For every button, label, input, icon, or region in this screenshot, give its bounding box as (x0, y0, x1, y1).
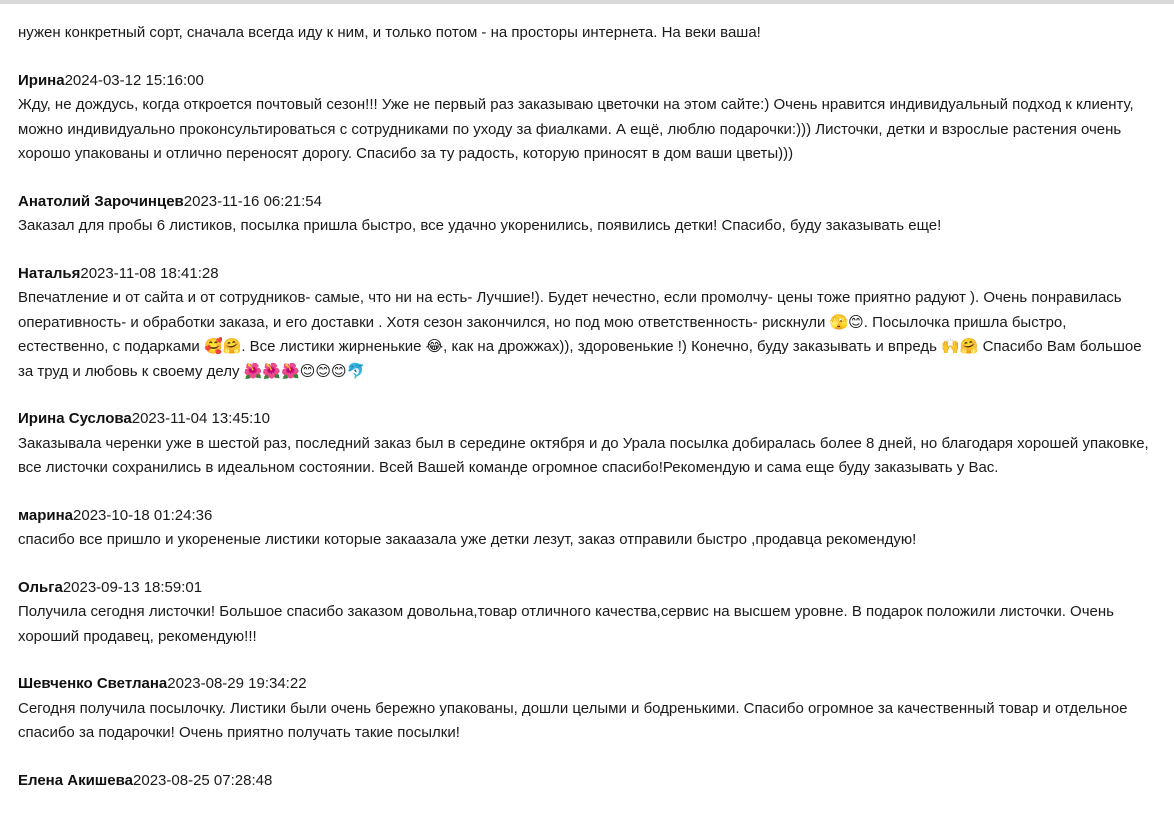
review-meta (18, 769, 1158, 794)
review-item (18, 407, 1158, 481)
review-text: нужен конкретный сорт, сначала всегда иду к ним, и только потом - на просторы интернета. На веки ваша! (18, 24, 761, 41)
reviews-list (18, 21, 1158, 816)
review-meta (18, 504, 1158, 529)
review-date: 2023-11-16 06:21:54 (183, 192, 322, 210)
review-item (18, 769, 1158, 794)
review-text: Получила сегодня листочки! Большое спасибо заказом довольна,товар отличного качества,сервис на высшем уровне. В подарок положили листочки. Очень хороший продавец, рекомендую!!! (18, 603, 1114, 645)
review-author: Ирина (18, 71, 65, 89)
top-divider (0, 0, 1174, 4)
review-item (18, 69, 1158, 167)
review-author: Анатолий Зарочинцев (18, 192, 184, 210)
review-tail (18, 21, 1158, 46)
review-author: марина (18, 506, 74, 524)
review-meta (18, 69, 1158, 94)
review-date: 2023-11-08 18:41:28 (80, 264, 219, 282)
review-meta (18, 407, 1158, 432)
review-date: 2023-09-13 18:59:01 (62, 578, 203, 596)
review-text: спасибо все пришло и укорененые листики которые закаазала уже детки лезут, заказ отправили быстро ,продавца рекомендую! (18, 531, 917, 548)
review-date: 2023-10-18 01:24:36 (73, 506, 213, 524)
review-text: Сегодня получила посылочку. Листики были очень бережно упакованы, дошли целыми и бодренькими. Спасибо огромное за качественный товар и отдельное спасибо за подарочки! Очень приятно получать такие посылки! (18, 699, 1128, 741)
review-text: Заказывала черенки уже в шестой раз, последний заказ был в середине октября и до Урала посылка добиралась более 8 дней, но благодаря хорошей упаковке, все листочки сохранились в идеальном состоянии. Всей Вашей команде огромное спасибо!Рекомендую и сама еще буду заказывать у Вас. (18, 434, 1149, 476)
review-author: Ольга (18, 578, 63, 596)
review-item (18, 190, 1158, 239)
review-date: 2023-08-25 07:28:48 (133, 771, 273, 789)
review-item (18, 672, 1158, 746)
review-author: Шевченко Светлана (18, 675, 168, 692)
review-meta (18, 190, 1158, 215)
review-date: 2023-11-04 13:45:10 (131, 410, 270, 427)
review-date: 2024-03-12 15:16:00 (64, 71, 204, 89)
review-meta (18, 262, 1158, 287)
review-text: Заказал для пробы 6 листиков, посылка пришла быстро, все удачно укоренились, появились детки! Спасибо, буду заказывать еще! (18, 217, 942, 234)
review-item (18, 504, 1158, 553)
review-text: Жду, не дождусь, когда откроется почтовый сезон!!! Уже не первый раз заказываю цветочки на этом сайте:) Очень нравится индивидуальный подход к клиенту, можно индивидуально проконсультироваться с сотрудниками по уходу за фиалками. А ещё, люблю подарочки:))) Листочки, детки и взрослые растения очень хорошо упакованы и отлично переносят дорогу. Спасибо за ту радость, которую приносят в дом ваши цветы))) (18, 96, 1134, 162)
review-meta (18, 672, 1158, 697)
review-item (18, 262, 1158, 385)
review-date: 2023-08-29 19:34:22 (167, 675, 307, 692)
review-text: Впечатление и от сайта и от сотрудников- самые, что ни на есть- Лучшие!). Будет нечестно, если промолчу- цены тоже приятно радуют ). Очень понравилась оперативность- и обработки заказа, и его доставки . Хотя сезон закончился, но под мою ответственность- рискнули 🫣😊. Посылочка пришла быстро, естественно, с подарками 🥰🤗. Все листики жирненькие 😂, как на дрожжах)), здоровенькие !) Конечно, буду заказывать и впредь 🙌🤗 Спасибо Вам большое за труд и любовь к своему делу 🌺🌺🌺😊😊😊🐬 (18, 289, 1142, 380)
review-author: Елена Акишева (18, 771, 134, 789)
review-meta (18, 576, 1158, 601)
review-author: Наталья (18, 264, 81, 282)
review-item (18, 576, 1158, 650)
review-author: Ирина Суслова (18, 410, 132, 427)
